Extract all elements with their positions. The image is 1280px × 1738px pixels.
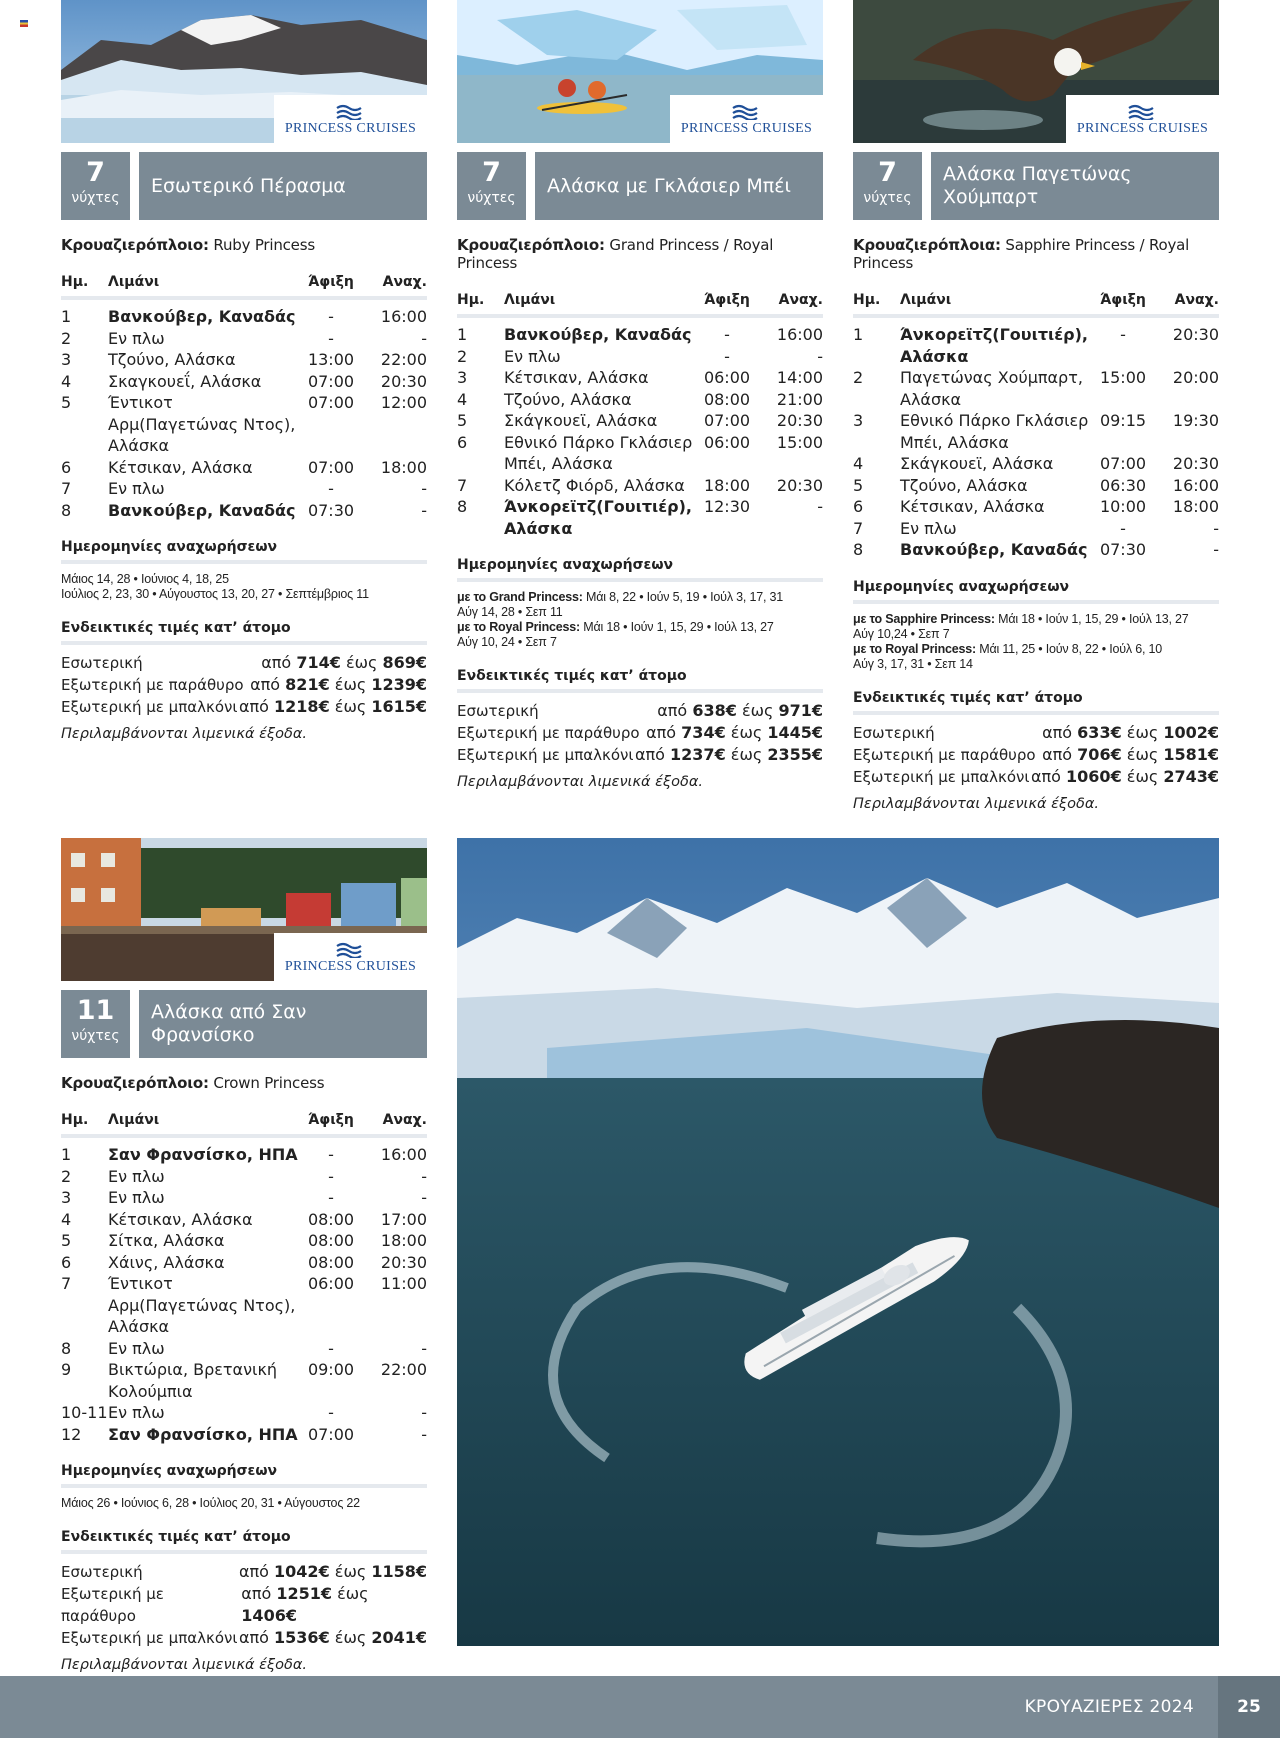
price-row [853, 722, 1219, 744]
port-cell: Εν πλω [108, 1188, 165, 1207]
page-footer [0, 1676, 1280, 1738]
price-range: από 1218€ έως 1615€ [238, 697, 427, 716]
ship-line: Κρουαζιερόπλοιο: Crown Princess [61, 1074, 325, 1092]
arrival-cell: 10:00 [1099, 497, 1147, 516]
itinerary-row [61, 392, 427, 457]
price-range: από 1060€ έως 2743€ [1030, 766, 1219, 786]
price-row [457, 700, 823, 722]
price-row [61, 1627, 427, 1649]
cruise-title-banner [61, 990, 427, 1058]
itinerary-row [61, 371, 427, 393]
cruise-card-inside-passage [61, 0, 427, 742]
cabin-type: Εξωτερική με μπαλκόνι [61, 698, 238, 716]
port-cell: Εν πλω [108, 1166, 165, 1186]
port-cell: Εθνικό Πάρκο Γκλάσιερ Μπέι, Αλάσκα [900, 411, 1089, 452]
price-row [61, 1561, 427, 1583]
itinerary-row [853, 518, 1219, 540]
port-cell: Βανκούβερ, Καναδάς [108, 500, 296, 520]
departure-cell: 20:30 [1172, 454, 1219, 473]
princess-cruises-logo: PRINCESS CRUISES [274, 95, 427, 143]
port-cell: Άνκορεϊτζ(Γουιτιέρ), Αλάσκα [900, 325, 1089, 366]
arrival-cell: 07:00 [1099, 454, 1147, 473]
day-cell: 1 [457, 325, 468, 344]
port-cell: Τζούνο, Αλάσκα [900, 475, 1028, 495]
departure-cell: 16:00 [1172, 475, 1219, 495]
departure-dates-heading: Ημερομηνίες αναχωρήσεων [853, 579, 1219, 604]
port-cell: Κέτσικαν, Αλάσκα [504, 368, 649, 387]
language-flag-icon [20, 20, 28, 27]
arrival-cell: 12:30 [703, 497, 751, 516]
arrival-cell: 07:00 [307, 371, 355, 391]
itinerary-row [853, 539, 1219, 561]
itinerary-header: Ημ. Λιμάνι Άφιξη Αναχ. [61, 274, 427, 300]
departure-cell: - [817, 497, 823, 516]
departure-cell: 12:00 [380, 393, 427, 412]
arrival-cell: 07:30 [1099, 540, 1147, 559]
princess-cruises-logo: PRINCESS CRUISES [1066, 95, 1219, 143]
departure-cell: - [421, 328, 427, 348]
footer-label: ΚΡΟΥΑΖΙΕΡΕΣ 2024 [1024, 1697, 1194, 1717]
departure-cell: 20:30 [380, 1252, 427, 1272]
princess-wave-icon [335, 104, 367, 120]
port-cell: Εν πλω [108, 479, 165, 498]
itinerary-row [457, 432, 823, 475]
departure-dates [457, 590, 823, 650]
princess-cruises-logo: PRINCESS CRUISES [274, 933, 427, 981]
itinerary-header: Ημ. Λιμάνι Άφιξη Αναχ. [853, 292, 1219, 318]
price-range: από 633€ έως 1002€ [1042, 722, 1219, 742]
departure-dates [61, 572, 427, 602]
departure-dates-heading: Ημερομηνίες αναχωρήσεων [457, 557, 823, 582]
port-cell: Κέτσικαν, Αλάσκα [108, 1209, 253, 1229]
price-range: από 1237€ έως 2355€ [634, 745, 823, 764]
prices-heading: Ενδεικτικές τιμές κατ’ άτομο [853, 690, 1219, 715]
date-line: με το Sapphire Princess: Μάι 18 • Ιούν 1, 15, 29 • Ιούλ 13, 27 [853, 611, 1189, 626]
day-cell: 3 [61, 350, 72, 369]
itinerary-header: Ημ. Λιμάνι Άφιξη Αναχ. [457, 292, 823, 318]
cabin-type: Εξωτερική με παράθυρο [457, 724, 640, 742]
arrival-cell: - [328, 479, 334, 498]
departure-cell: 20:00 [1172, 368, 1219, 387]
cruise-card-glacier-bay [457, 0, 823, 790]
port-cell: Σκάγκουεϊ, Αλάσκα [504, 411, 658, 430]
nights-badge: 7 νύχτες [853, 152, 922, 220]
price-range: από 821€ έως 1239€ [250, 675, 427, 694]
cruise-ship-aerial-photo [457, 838, 1219, 1646]
day-cell: 4 [853, 454, 864, 473]
cabin-type: Εξωτερική με μπαλκόνι [457, 746, 634, 764]
date-line: με το Grand Princess: Μάι 8, 22 • Ιούν 5, 19 • Ιούλ 3, 17, 31 [457, 590, 783, 604]
departure-cell: 15:00 [776, 432, 823, 452]
day-cell: 3 [61, 1188, 72, 1207]
arrival-cell: - [1120, 518, 1126, 538]
port-cell: Σκάγκουεϊ, Αλάσκα [900, 454, 1054, 473]
itinerary-row [61, 1252, 427, 1274]
arrival-cell: 07:00 [307, 1424, 355, 1444]
ship-line: Κρουαζιερόπλοια: Sapphire Princess / Royal Princess [853, 236, 1190, 272]
arrival-cell: 07:00 [703, 411, 751, 430]
arrival-cell: 15:00 [1099, 368, 1147, 387]
departure-cell: - [421, 1424, 427, 1444]
arrival-cell: 06:00 [703, 368, 751, 387]
port-cell: Σκαγκουεΐ, Αλάσκα [108, 371, 262, 391]
departure-cell: 21:00 [776, 389, 823, 409]
date-line: Αύγ 3, 17, 31 • Σεπ 14 [853, 656, 973, 671]
port-cell: Βανκούβερ, Καναδάς [900, 540, 1088, 559]
nights-badge: 11 νύχτες [61, 990, 130, 1058]
port-cell: Εν πλω [900, 518, 957, 538]
port-fees-note: Περιλαμβάνονται λιμενικά έξοδα. [61, 1657, 308, 1673]
date-line: Αύγ 14, 28 • Σεπ 11 [457, 605, 563, 619]
price-list [61, 1561, 427, 1649]
day-cell: 8 [853, 540, 864, 559]
date-line: Αύγ 10,24 • Σεπ 7 [853, 626, 950, 641]
price-row [61, 652, 427, 674]
date-line: Ιούλιος 2, 23, 30 • Αύγουστος 13, 20, 27 • Σεπτέμβριος 11 [61, 587, 369, 601]
itinerary-row [61, 1402, 427, 1424]
cabin-type: Εσωτερική [853, 723, 935, 742]
cabin-type: Εσωτερική [61, 654, 143, 672]
port-cell: Τζούνο, Αλάσκα [108, 350, 236, 369]
arrival-cell: - [328, 307, 334, 326]
itinerary-row [61, 500, 427, 522]
port-cell: Κόλετζ Φιόρδ, Αλάσκα [504, 475, 685, 495]
prices-heading: Ενδεικτικές τιμές κατ’ άτομο [61, 1529, 427, 1554]
port-cell: Εν πλω [504, 346, 561, 366]
departure-cell: 11:00 [380, 1274, 427, 1293]
date-line: με το Royal Princess: Μάι 11, 25 • Ιούν 8, 22 • Ιούλ 6, 10 [853, 641, 1163, 656]
price-row [61, 696, 427, 718]
arrival-cell: - [328, 1166, 334, 1186]
port-cell: Κέτσικαν, Αλάσκα [900, 497, 1045, 516]
cabin-type: Εξωτερική με παράθυρο [853, 745, 1036, 764]
itinerary-row [61, 1359, 427, 1402]
itinerary-row [61, 349, 427, 371]
princess-wave-icon [731, 104, 763, 120]
arrival-cell: - [724, 325, 730, 344]
departure-cell: - [1213, 540, 1219, 559]
departure-cell: - [421, 479, 427, 498]
departure-cell: 20:30 [1172, 325, 1219, 344]
kayak-glacier-photo [457, 0, 823, 143]
day-cell: 9 [61, 1360, 72, 1379]
port-fees-note: Περιλαμβάνονται λιμενικά έξοδα. [457, 774, 704, 790]
cruise-card-san-francisco [61, 838, 427, 1673]
departure-cell: 17:00 [380, 1209, 427, 1229]
day-cell: 7 [457, 475, 468, 495]
departure-cell: 16:00 [380, 1145, 427, 1164]
cabin-type: Εξωτερική με παράθυρο [61, 676, 244, 694]
departure-cell: 22:00 [380, 350, 427, 369]
departure-dates [61, 1496, 427, 1511]
page-number: 25 [1218, 1676, 1280, 1738]
princess-cruises-logo: PRINCESS CRUISES [670, 95, 823, 143]
departure-cell: 19:30 [1172, 411, 1219, 430]
day-cell: 2 [853, 368, 864, 387]
princess-wave-icon [335, 942, 367, 958]
itinerary-rows [853, 324, 1219, 561]
price-range: από 638€ έως 971€ [657, 701, 823, 720]
itinerary-row [61, 328, 427, 350]
departure-dates-heading: Ημερομηνίες αναχωρήσεων [61, 1463, 427, 1488]
arrival-cell: 09:00 [307, 1360, 355, 1379]
prices-heading: Ενδεικτικές τιμές κατ’ άτομο [61, 620, 427, 645]
departure-dates [853, 612, 1219, 672]
departure-cell: 14:00 [776, 368, 823, 387]
day-cell: 1 [61, 1145, 72, 1164]
day-cell: 6 [61, 1252, 72, 1272]
cabin-type: Εσωτερική [61, 1563, 143, 1581]
itinerary-row [457, 346, 823, 368]
departure-cell: 22:00 [380, 1360, 427, 1379]
itinerary-rows [61, 306, 427, 521]
itinerary-row [61, 1230, 427, 1252]
day-cell: 5 [457, 411, 468, 430]
day-cell: 6 [61, 457, 72, 477]
departure-cell: 18:00 [380, 1231, 427, 1250]
arrival-cell: 07:30 [307, 500, 355, 520]
departure-dates-heading: Ημερομηνίες αναχωρήσεων [61, 539, 427, 564]
day-cell: 2 [61, 1166, 72, 1186]
arrival-cell: 08:00 [703, 389, 751, 409]
ship-line: Κρουαζιερόπλοιο: Grand Princess / Royal Princess [457, 236, 774, 272]
price-row [61, 1583, 427, 1627]
date-line: Αύγ 10, 24 • Σεπ 7 [457, 635, 557, 649]
prices-heading: Ενδεικτικές τιμές κατ’ άτομο [457, 668, 823, 693]
day-cell: 8 [457, 497, 468, 516]
port-cell: Άνκορεϊτζ(Γουιτιέρ), Αλάσκα [504, 497, 693, 538]
departure-cell: 20:30 [776, 475, 823, 495]
price-list [457, 700, 823, 766]
port-cell: Σαν Φρανσίσκο, ΗΠΑ [108, 1424, 298, 1444]
itinerary-row [61, 1424, 427, 1446]
departure-cell: 16:00 [380, 307, 427, 326]
day-cell: 6 [457, 432, 468, 452]
price-range: από 1536€ έως 2041€ [238, 1628, 427, 1647]
day-cell: 5 [853, 475, 864, 495]
cruise-title: Αλάσκα Παγετώνας Χούμπαρτ [931, 152, 1219, 220]
itinerary-row [457, 389, 823, 411]
itinerary-row [61, 1273, 427, 1338]
day-cell: 1 [61, 307, 72, 326]
itinerary-row [457, 475, 823, 497]
day-cell: 5 [61, 393, 72, 412]
departure-cell: 20:30 [380, 371, 427, 391]
itinerary-row [853, 453, 1219, 475]
day-cell: 4 [457, 389, 468, 409]
day-cell: 2 [61, 328, 72, 348]
ketchikan-houses-photo [61, 838, 427, 981]
day-cell: 7 [61, 1274, 72, 1293]
nights-badge: 7 νύχτες [457, 152, 526, 220]
cruise-title-banner [853, 152, 1219, 220]
cruise-title-banner [457, 152, 823, 220]
day-cell: 5 [61, 1231, 72, 1250]
arrival-cell: 18:00 [703, 475, 751, 495]
cabin-type: Εξωτερική με μπαλκόνι [61, 1629, 238, 1647]
port-cell: Σαν Φρανσίσκο, ΗΠΑ [108, 1145, 298, 1164]
departure-cell: - [421, 1403, 427, 1422]
port-cell: Εν πλω [108, 1403, 165, 1422]
port-cell: Εν πλω [108, 1338, 165, 1358]
arrival-cell: - [328, 1145, 334, 1164]
price-list [61, 652, 427, 718]
day-cell: 4 [61, 1209, 72, 1229]
day-cell: 10-11 [61, 1403, 108, 1422]
arrival-cell: 09:15 [1099, 411, 1147, 430]
departure-cell: - [421, 500, 427, 520]
day-cell: 3 [457, 368, 468, 387]
itinerary-row [457, 367, 823, 389]
itinerary-row [61, 1144, 427, 1166]
itinerary-header: Ημ. Λιμάνι Άφιξη Αναχ. [61, 1112, 427, 1138]
departure-cell: - [1213, 518, 1219, 538]
arrival-cell: 06:30 [1099, 475, 1147, 495]
day-cell: 1 [853, 325, 864, 344]
port-cell: Χάινς, Αλάσκα [108, 1252, 225, 1272]
price-row [853, 744, 1219, 766]
itinerary-row [457, 410, 823, 432]
day-cell: 7 [853, 518, 864, 538]
ship-line: Κρουαζιερόπλοιο: Ruby Princess [61, 236, 315, 254]
price-range: από 706€ έως 1581€ [1042, 744, 1219, 764]
port-cell: Εν πλω [108, 328, 165, 348]
departure-cell: - [421, 1166, 427, 1186]
day-cell: 8 [61, 1338, 72, 1358]
cruise-title: Αλάσκα με Γκλάσιερ Μπέι [535, 152, 823, 220]
itinerary-row [61, 457, 427, 479]
port-cell: Βανκούβερ, Καναδάς [108, 307, 296, 326]
itinerary-row [853, 367, 1219, 410]
port-cell: Σίτκα, Αλάσκα [108, 1231, 225, 1250]
cruise-title-banner [61, 152, 427, 220]
price-range: από 1042€ έως 1158€ [238, 1562, 427, 1581]
price-row [853, 766, 1219, 788]
cabin-type: Εξωτερική με παράθυρο [61, 1585, 164, 1625]
princess-wave-icon [1127, 104, 1159, 120]
itinerary-rows [61, 1144, 427, 1445]
departure-cell: 18:00 [1172, 497, 1219, 516]
itinerary-row [457, 496, 823, 539]
port-cell: Βανκούβερ, Καναδάς [504, 325, 692, 344]
arrival-cell: 08:00 [307, 1209, 355, 1229]
itinerary-row [853, 475, 1219, 497]
day-cell: 7 [61, 479, 72, 498]
cruise-card-hubbard-glacier [853, 0, 1219, 812]
arrival-cell: - [724, 346, 730, 366]
nights-badge: 7 νύχτες [61, 152, 130, 220]
day-cell: 2 [457, 346, 468, 366]
price-range: από 714€ έως 869€ [261, 653, 427, 672]
day-cell: 12 [61, 1424, 82, 1444]
itinerary-row [61, 478, 427, 500]
port-cell: Εθνικό Πάρκο Γκλάσιερ Μπέι, Αλάσκα [504, 432, 693, 473]
arrival-cell: 06:00 [307, 1274, 355, 1293]
departure-cell: - [817, 346, 823, 366]
arrival-cell: - [328, 1403, 334, 1422]
itinerary-row [853, 410, 1219, 453]
glacier-mountain-photo [61, 0, 427, 143]
port-cell: Παγετώνας Χούμπαρτ, Αλάσκα [900, 368, 1083, 409]
date-line: με το Royal Princess: Μάι 18 • Ιούν 1, 15, 29 • Ιούλ 13, 27 [457, 620, 774, 634]
cabin-type: Εσωτερική [457, 702, 539, 720]
departure-cell: 20:30 [776, 411, 823, 430]
port-cell: Τζούνο, Αλάσκα [504, 389, 632, 409]
departure-cell: - [421, 1338, 427, 1358]
date-line: Μάιος 26 • Ιούνιος 6, 28 • Ιούλιος 20, 31 • Αύγουστος 22 [61, 1496, 360, 1510]
cruise-title: Αλάσκα από Σαν Φρανσίσκο [139, 990, 427, 1058]
departure-cell: 18:00 [380, 457, 427, 477]
price-row [457, 722, 823, 744]
price-list [853, 722, 1219, 788]
port-cell: Βικτώρια, Βρετανική Κολούμπια [108, 1360, 278, 1401]
itinerary-row [61, 1166, 427, 1188]
itinerary-row [61, 1209, 427, 1231]
departure-cell: - [421, 1188, 427, 1207]
arrival-cell: 07:00 [307, 393, 355, 412]
itinerary-row [61, 306, 427, 328]
arrival-cell: - [328, 328, 334, 348]
arrival-cell: 06:00 [703, 432, 751, 452]
port-fees-note: Περιλαμβάνονται λιμενικά έξοδα. [853, 795, 1100, 812]
arrival-cell: - [328, 1188, 334, 1207]
port-fees-note: Περιλαμβάνονται λιμενικά έξοδα. [61, 726, 308, 742]
day-cell: 6 [853, 497, 864, 516]
cruise-title: Εσωτερικό Πέρασμα [139, 152, 427, 220]
price-row [457, 744, 823, 766]
departure-cell: 16:00 [776, 325, 823, 344]
port-cell: Έντικοτ Αρμ(Παγετώνας Ντος), Αλάσκα [108, 1274, 296, 1336]
price-row [61, 674, 427, 696]
cabin-type: Εξωτερική με μπαλκόνι [853, 767, 1030, 786]
arrival-cell: - [1120, 325, 1126, 344]
arrival-cell: 08:00 [307, 1231, 355, 1250]
port-cell: Κέτσικαν, Αλάσκα [108, 457, 253, 477]
day-cell: 4 [61, 371, 72, 391]
itinerary-row [853, 324, 1219, 367]
day-cell: 8 [61, 500, 72, 520]
itinerary-row [853, 496, 1219, 518]
itinerary-row [457, 324, 823, 346]
price-range: από 734€ έως 1445€ [646, 723, 823, 742]
day-cell: 3 [853, 411, 864, 430]
arrival-cell: 07:00 [307, 457, 355, 477]
itinerary-row [61, 1187, 427, 1209]
arrival-cell: 13:00 [307, 350, 355, 369]
itinerary-row [61, 1338, 427, 1360]
price-range: από 1251€ έως 1406€ [241, 1584, 369, 1625]
arrival-cell: - [328, 1338, 334, 1358]
arrival-cell: 08:00 [307, 1252, 355, 1272]
itinerary-rows [457, 324, 823, 539]
port-cell: Έντικοτ Αρμ(Παγετώνας Ντος), Αλάσκα [108, 393, 296, 455]
date-line: Μάιος 14, 28 • Ιούνιος 4, 18, 25 [61, 572, 229, 586]
bald-eagle-photo [853, 0, 1219, 143]
